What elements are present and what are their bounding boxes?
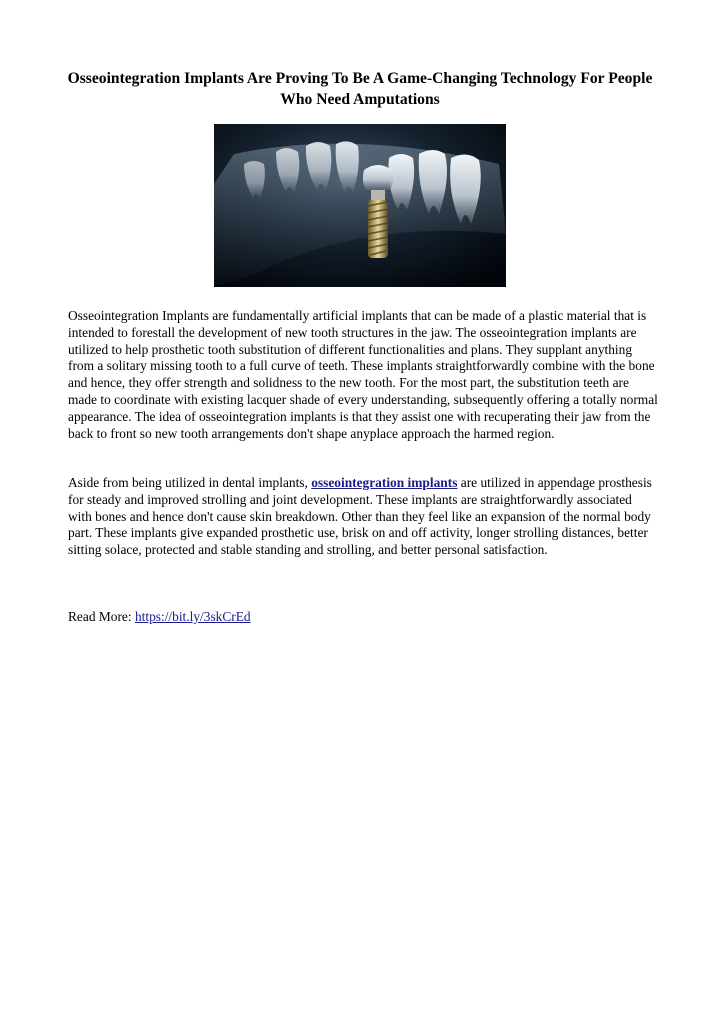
paragraph-text: Aside from being utilized in dental implants, <box>68 475 312 490</box>
read-more-link[interactable]: https://bit.ly/3skCrEd <box>134 609 251 624</box>
body-paragraph: Osseointegration Implants are fundamentally artificial implants that can be made of a plastic material that is intended to forestall the development of new tooth structures in the jaw. The osseointegration implants are utilized to help prosthetic tooth substitution of different functionalities and plans. They supplant anything from a solitary missing tooth to a full curve of teeth. These implants straightforwardly combine with the bone and hence, they offer strength and solidness to the new tooth. For the most part, the substitution teeth are made to coordinate with existing lacquer shade of every understanding, subsequently offering a totally normal appearance. The idea of osseointegration implants is that they assist one with recuperating their jaw from the back to front so new tooth arrangements don't shape anyplace approach the harmed region. <box>68 308 658 441</box>
paragraph-text: are utilized in appendage prosthesis for steady and improved strolling and joint development. These implants are straightforwardly associated with bones and hence don't cause skin breakdown. Other than they feel like an expansion of the normal body part. These implants give expanded prosthetic use, brisk on and off activity, longer strolling distances, better sitting solace, protected and stable standing and strolling, and better personal satisfaction. <box>68 475 652 558</box>
implant-screw <box>368 200 388 258</box>
osseointegration-implants-link[interactable]: osseointegration implants <box>311 475 458 490</box>
dental-implant-image <box>214 124 506 287</box>
body-paragraph <box>68 475 658 559</box>
page-title: Osseointegration Implants Are Proving To Be A Game-Changing Technology For People Who Need Amputations <box>67 70 653 108</box>
read-more-label: Read More: <box>68 609 135 624</box>
read-more <box>68 609 658 626</box>
